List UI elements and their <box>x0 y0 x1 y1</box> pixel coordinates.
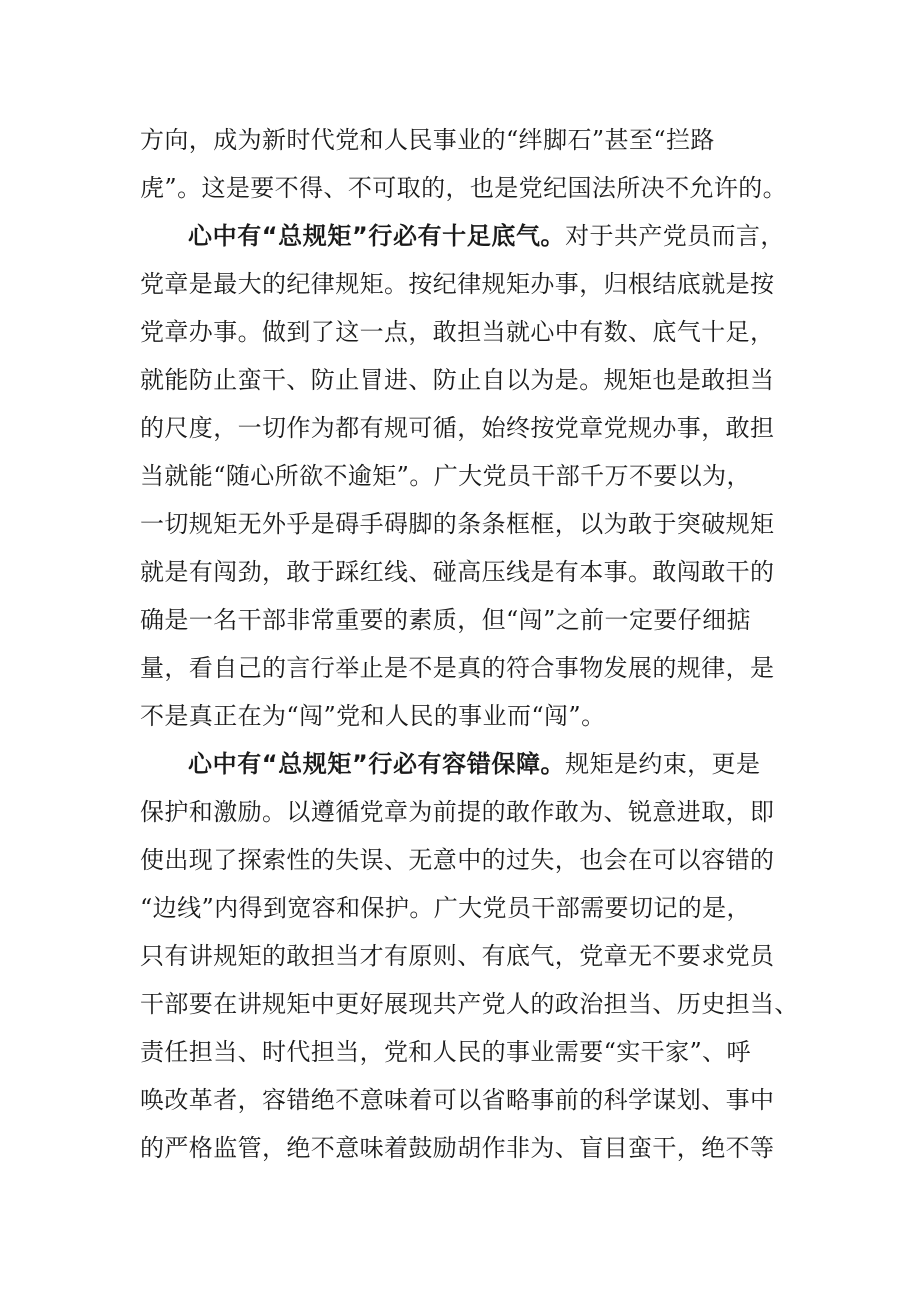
paragraph-2-line: 当就能“随心所欲不逾矩”。广大党员干部千万不要以为， <box>140 462 751 490</box>
paragraph-3-first-line-rest: 规矩是约束，更是 <box>565 750 761 778</box>
paragraph-2-line: 就能防止蛮干、防止冒进、防止自以为是。规矩也是敢担当 <box>140 366 775 394</box>
paragraph-3-line: 使出现了探索性的失误、无意中的过失，也会在可以容错的 <box>140 846 775 874</box>
paragraph-3-line: “边线”内得到宽容和保护。广大党员干部需要切记的是， <box>140 894 751 922</box>
paragraph-2-first-line <box>188 218 800 254</box>
paragraph-2-first-line-rest: 对于共产党员而言， <box>565 222 785 250</box>
paragraph-2-line: 一切规矩无外乎是碍手碍脚的条条框框，以为敢于突破规矩 <box>140 510 775 538</box>
paragraph-2-line: 确是一名干部非常重要的素质，但“闯”之前一定要仔细掂 <box>140 606 751 634</box>
paragraph-3-line: 的严格监管，绝不意味着鼓励胡作非为、盲目蛮干，绝不等 <box>140 1134 775 1162</box>
paragraph-2-heading: 心中有“总规矩”行必有十足底气。 <box>188 222 566 250</box>
paragraph-3-line: 保护和激励。以遵循党章为前提的敢作敢为、锐意进取，即 <box>140 798 775 826</box>
paragraph-2-line: 的尺度，一切作为都有规可循，始终按党章党规办事，敢担 <box>140 414 775 442</box>
paragraph-3-line: 唤改革者，容错绝不意味着可以省略事前的科学谋划、事中 <box>140 1086 775 1114</box>
paragraph-2-line: 就是有闯劲，敢于踩红线、碰高压线是有本事。敢闯敢干的 <box>140 558 775 586</box>
paragraph-3-line: 责任担当、时代担当，党和人民的事业需要“实干家”、呼 <box>140 1038 751 1066</box>
paragraph-1-line-2: 虎”。这是要不得、不可取的，也是党纪国法所决不允许的。 <box>140 174 788 202</box>
paragraph-3-heading: 心中有“总规矩”行必有容错保障。 <box>188 750 566 778</box>
paragraph-3-first-line <box>188 746 800 782</box>
paragraph-2-line: 党章办事。做到了这一点，敢担当就心中有数、底气十足， <box>140 318 775 346</box>
paragraph-2-line: 量，看自己的言行举止是不是真的符合事物发展的规律，是 <box>140 654 775 682</box>
paragraph-2-line: 不是真正在为“闯”党和人民的事业而“闯”。 <box>140 702 606 730</box>
paragraph-1-line-1: 方向，成为新时代党和人民事业的“绊脚石”甚至“拦路 <box>140 126 715 154</box>
paragraph-2-line: 党章是最大的纪律规矩。按纪律规矩办事，归根结底就是按 <box>140 270 775 298</box>
paragraph-3-line: 只有讲规矩的敢担当才有原则、有底气，党章无不要求党员 <box>140 942 775 970</box>
paragraph-3-line: 干部要在讲规矩中更好展现共产党人的政治担当、历史担当、 <box>140 990 799 1018</box>
